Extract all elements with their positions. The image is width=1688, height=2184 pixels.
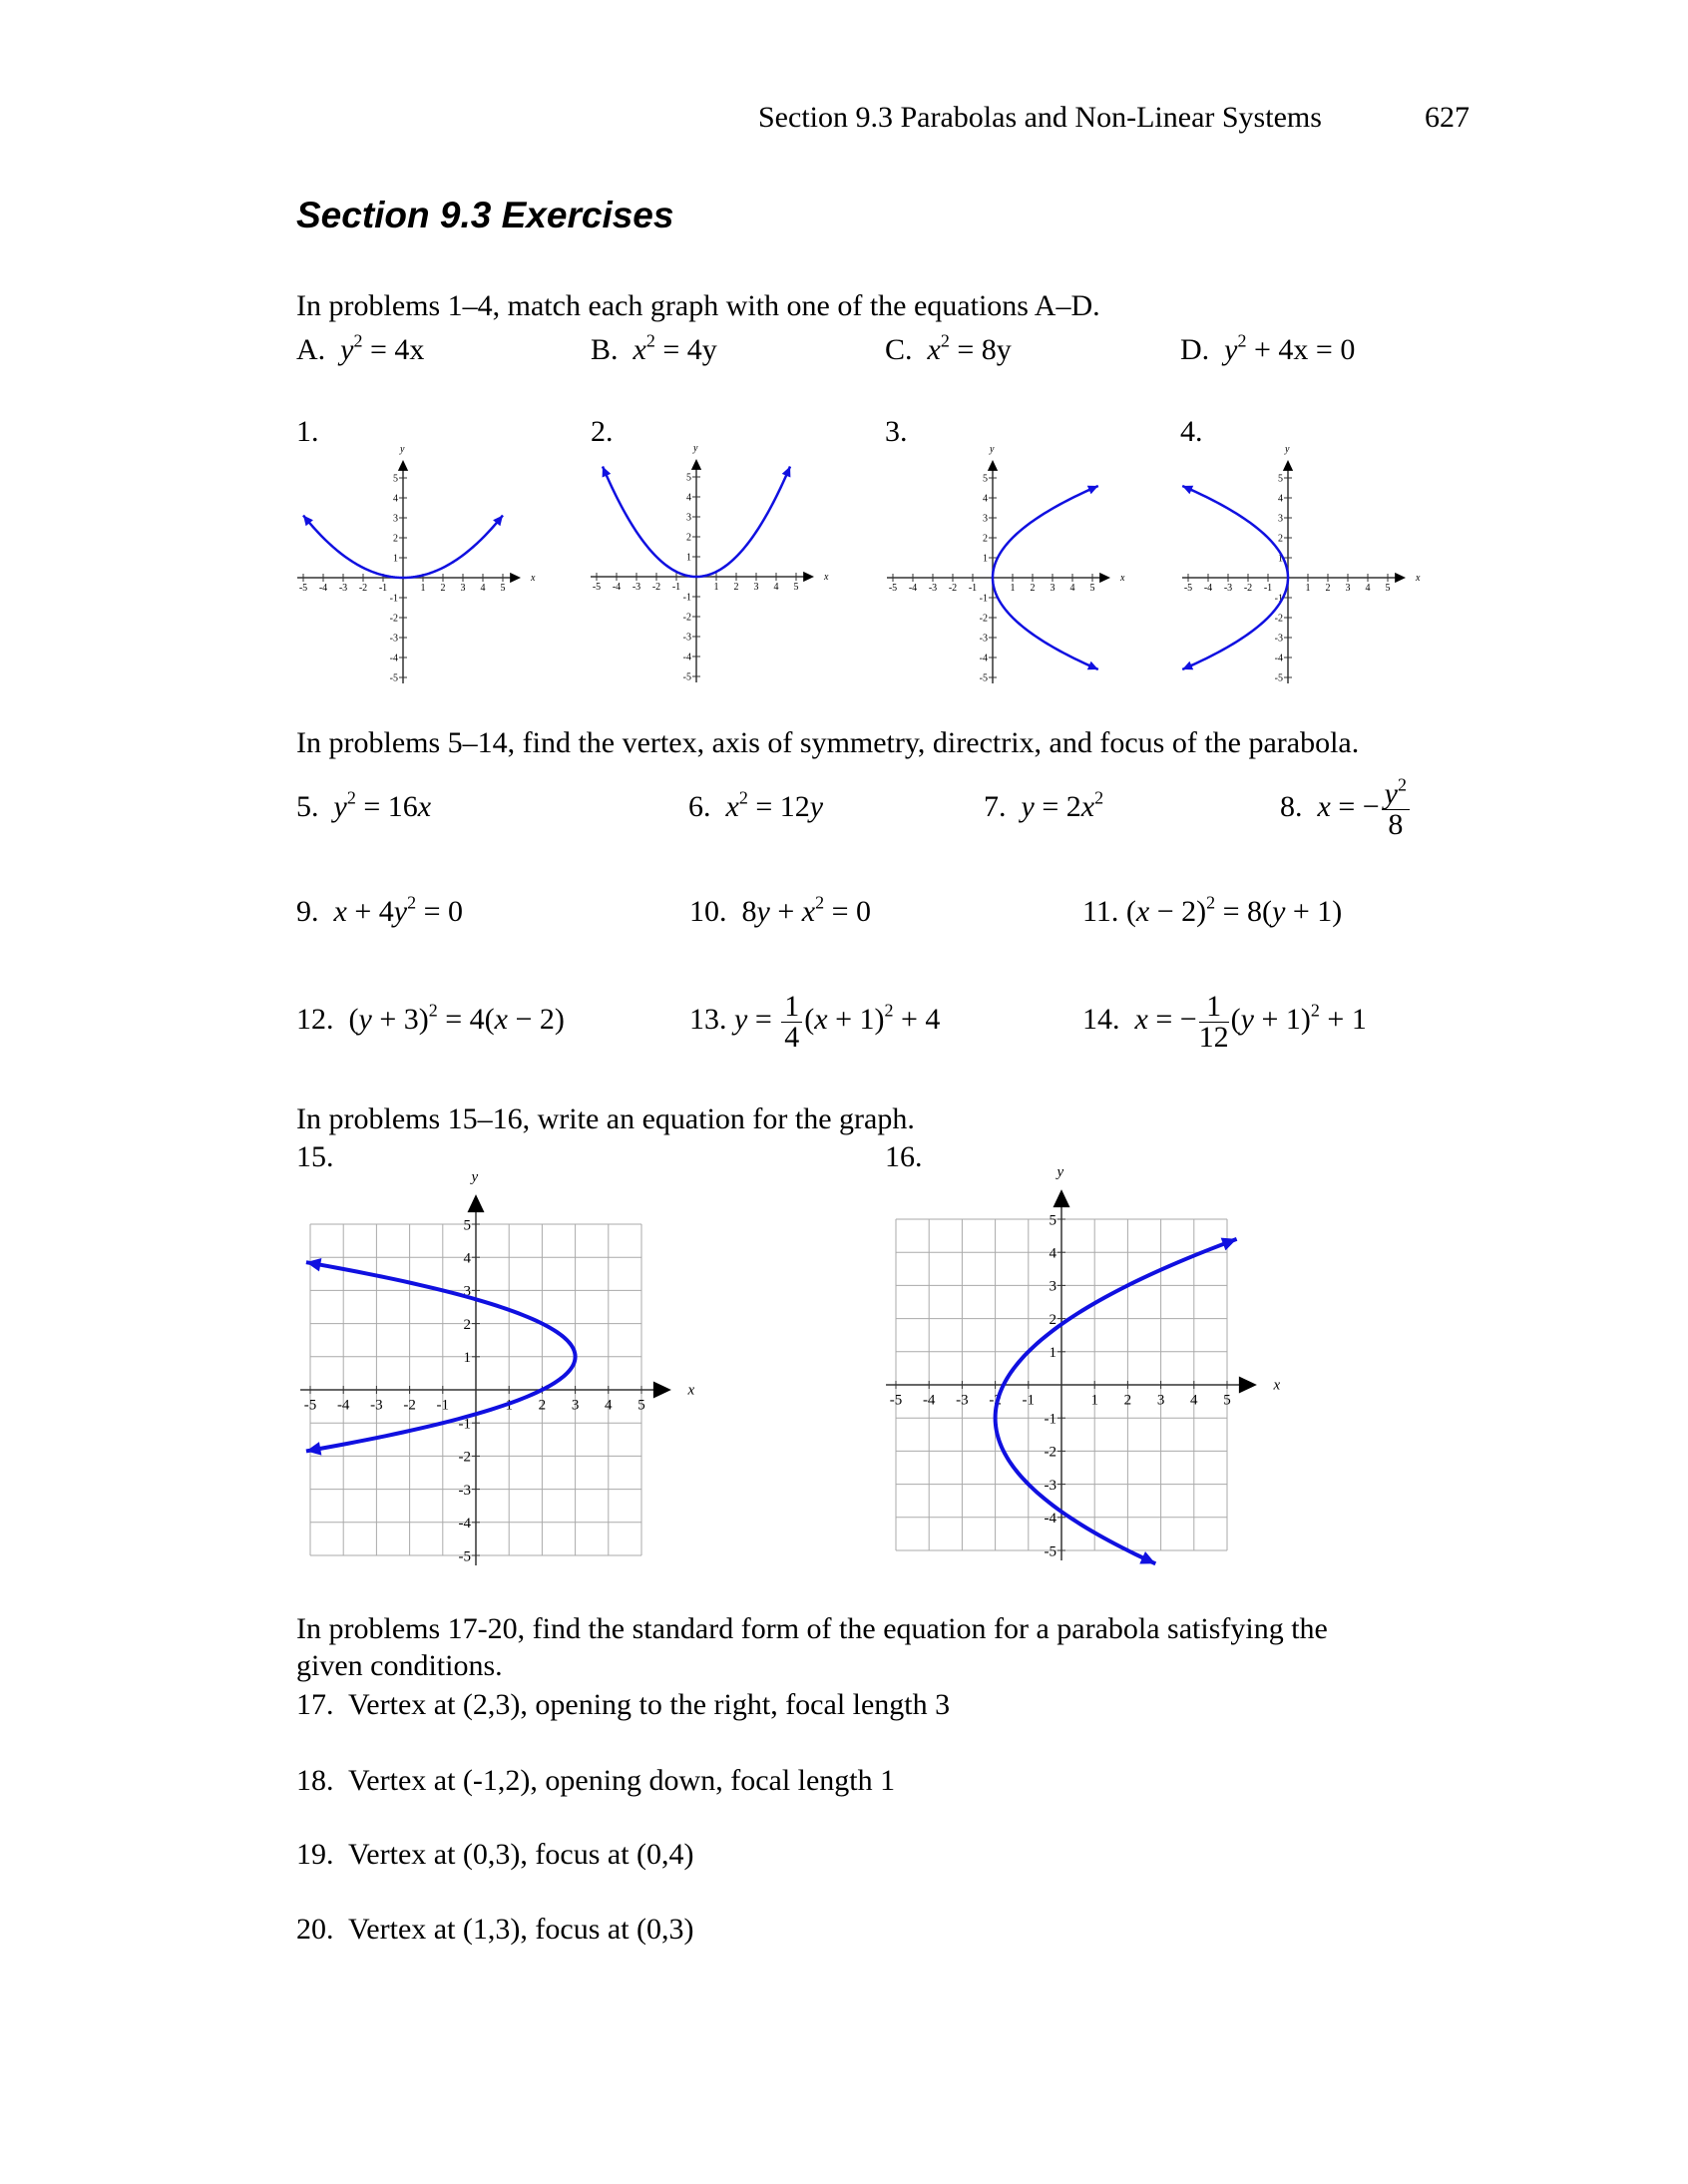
- x-tick-label: 4: [480, 583, 486, 594]
- running-header: Section 9.3 Parabolas and Non-Linear Systems: [758, 101, 1322, 134]
- y-tick-label: -4: [979, 653, 988, 664]
- page-number: 627: [1425, 101, 1470, 134]
- y-tick-label: -5: [1274, 672, 1283, 684]
- y-tick-label: -2: [389, 613, 398, 625]
- y-tick-label: -2: [682, 612, 691, 624]
- part3-intro: In problems 15–16, write an equation for the graph.: [296, 1102, 915, 1135]
- y-tick-label: 1: [983, 553, 988, 565]
- exponent: 2: [645, 330, 655, 351]
- x-tick-label: 1: [1090, 1392, 1098, 1409]
- x-tick-label: -5: [889, 1392, 903, 1409]
- problem-text: Vertex at (1,3), focus at (0,3): [347, 1913, 694, 1946]
- y-tick-label: -1: [979, 593, 988, 605]
- x-tick-label: 5: [793, 582, 799, 593]
- problem-number: 14.: [1082, 1003, 1120, 1036]
- y-tick-label: 1: [1049, 1345, 1056, 1362]
- x-tick-label: 4: [1190, 1392, 1198, 1409]
- problem-14: 14. x = − $\frac{1}{12}$ $(y + 1)^2 + 1$: [1082, 989, 1367, 1054]
- option-label: A.: [296, 333, 326, 366]
- y-tick-label: 3: [1278, 513, 1283, 525]
- y-tick-label: -3: [458, 1482, 471, 1499]
- x-axis-label: x: [824, 572, 829, 583]
- y-tick-label: -3: [682, 632, 691, 644]
- x-tick-label: -1: [378, 583, 388, 594]
- x-tick-label: 4: [773, 582, 779, 593]
- arrowhead: [398, 460, 408, 471]
- x-axis-label: x: [1416, 573, 1421, 584]
- y-tick-label: -3: [389, 633, 398, 645]
- x-tick-label: -2: [651, 582, 661, 593]
- y-tick-label: 3: [393, 513, 398, 525]
- graph-g15: [300, 1169, 694, 1565]
- problem-8: 8. x = − $\frac{y^2}{8}$: [1280, 773, 1412, 841]
- y-tick-label: -4: [1044, 1511, 1056, 1528]
- problem-text: Vertex at (0,3), focus at (0,4): [347, 1838, 694, 1871]
- x-tick-label: 4: [605, 1397, 613, 1414]
- x-tick-label: -5: [592, 582, 602, 593]
- graph-label-2: 2.: [591, 415, 614, 448]
- x-tick-label: 2: [1030, 583, 1036, 594]
- problem-number: 10.: [689, 895, 727, 928]
- x-axis-label: x: [1273, 1377, 1281, 1394]
- option-lhs: x: [633, 333, 646, 366]
- y-tick-label: 4: [463, 1250, 471, 1267]
- x-tick-label: -4: [612, 582, 622, 593]
- arrowhead: [1283, 460, 1293, 471]
- x-tick-label: -4: [922, 1392, 936, 1409]
- y-tick-label: 1: [686, 552, 691, 564]
- arrowhead: [1395, 573, 1406, 583]
- arrowhead: [1239, 1376, 1257, 1393]
- y-tick-label: 5: [983, 473, 988, 485]
- x-tick-label: 4: [1365, 583, 1371, 594]
- option-label: C.: [885, 333, 913, 366]
- option-rhs: + 4x = 0: [1254, 333, 1356, 366]
- x-tick-label: -2: [358, 583, 368, 594]
- x-tick-label: 3: [1156, 1392, 1165, 1409]
- y-tick-label: -2: [979, 613, 988, 625]
- problem-number: 8.: [1280, 790, 1303, 823]
- arrowhead: [988, 460, 998, 471]
- y-tick-label: -2: [1274, 613, 1283, 625]
- y-tick-label: -4: [389, 653, 398, 664]
- y-tick-label: -5: [979, 672, 988, 684]
- x-axis-label: x: [687, 1382, 695, 1399]
- x-tick-label: -1: [1022, 1392, 1036, 1409]
- x-tick-label: -1: [436, 1397, 450, 1414]
- y-tick-label: 2: [393, 533, 398, 545]
- graph-g4: [1182, 444, 1421, 684]
- arrowhead: [467, 1194, 484, 1212]
- x-tick-label: 1: [420, 583, 426, 594]
- y-axis-label: y: [693, 443, 698, 454]
- exponent: 2: [1237, 330, 1247, 351]
- option-lhs: x: [927, 333, 941, 366]
- y-tick-label: 3: [1049, 1278, 1056, 1295]
- x-tick-label: 3: [571, 1397, 580, 1414]
- exponent: 2: [353, 330, 363, 351]
- arrowhead: [803, 572, 814, 582]
- problem-number: 13.: [689, 1003, 727, 1036]
- problem-number: 5.: [296, 790, 319, 823]
- x-tick-label: -4: [908, 583, 918, 594]
- x-tick-label: 3: [460, 583, 466, 594]
- graph-label-4: 4.: [1180, 415, 1203, 448]
- y-tick-label: 2: [463, 1316, 471, 1333]
- problem-10: 10. $8y + x^2 = 0$: [689, 892, 871, 928]
- y-tick-label: 4: [983, 493, 988, 505]
- part4-intro-cont: given conditions.: [296, 1649, 503, 1682]
- y-tick-label: 5: [463, 1217, 471, 1234]
- x-tick-label: 1: [505, 1397, 513, 1414]
- y-axis-label: y: [471, 1168, 479, 1185]
- problem-9: 9. $x + 4y^2 = 0$: [296, 892, 463, 928]
- y-tick-label: 2: [1278, 533, 1283, 545]
- y-tick-label: -1: [1044, 1411, 1056, 1428]
- x-tick-label: 2: [538, 1397, 547, 1414]
- x-tick-label: 2: [733, 582, 739, 593]
- x-tick-label: -4: [336, 1397, 350, 1414]
- problem-number: 18.: [296, 1764, 334, 1797]
- arrowhead: [691, 459, 701, 470]
- y-tick-label: 4: [1278, 493, 1283, 505]
- y-tick-label: -3: [1044, 1477, 1056, 1494]
- y-tick-label: -2: [1044, 1444, 1056, 1461]
- graph-g16: [886, 1164, 1280, 1564]
- y-tick-label: -5: [458, 1548, 471, 1565]
- graph-label-1: 1.: [296, 415, 319, 448]
- graph-label-15: 15.: [296, 1140, 334, 1173]
- problem-number: 20.: [296, 1913, 334, 1946]
- x-tick-label: 1: [1305, 583, 1311, 594]
- x-tick-label: -2: [1243, 583, 1253, 594]
- y-tick-label: 1: [463, 1350, 471, 1367]
- exponent: 2: [940, 330, 950, 351]
- y-tick-label: -3: [1274, 633, 1283, 645]
- x-tick-label: -1: [671, 582, 681, 593]
- graph-label-16: 16.: [885, 1140, 923, 1173]
- y-tick-label: -2: [458, 1449, 471, 1466]
- arrowhead: [306, 1442, 321, 1455]
- y-tick-label: 2: [1049, 1311, 1056, 1328]
- option-lhs: y: [340, 333, 354, 366]
- option-lhs: y: [1224, 333, 1238, 366]
- y-tick-label: 5: [1278, 473, 1283, 485]
- problem-11: 11. $(x - 2)^2 = 8(y + 1)$: [1082, 892, 1343, 928]
- x-tick-label: -4: [1203, 583, 1213, 594]
- y-tick-label: 2: [983, 533, 988, 545]
- y-tick-label: 5: [1049, 1212, 1056, 1229]
- option-rhs: = 4x: [370, 333, 425, 366]
- x-tick-label: 4: [1069, 583, 1075, 594]
- x-tick-label: -3: [1223, 583, 1233, 594]
- y-tick-label: -1: [458, 1416, 471, 1433]
- x-tick-label: 1: [1010, 583, 1016, 594]
- y-tick-label: 1: [393, 553, 398, 565]
- x-tick-label: 3: [1345, 583, 1351, 594]
- x-axis-label: x: [1120, 573, 1125, 584]
- x-tick-label: -1: [968, 583, 978, 594]
- x-tick-label: -1: [1263, 583, 1273, 594]
- y-tick-label: -1: [1274, 593, 1283, 605]
- x-tick-label: 5: [1385, 583, 1391, 594]
- y-tick-label: 2: [686, 532, 691, 544]
- arrowhead: [1099, 573, 1110, 583]
- problem-number: 12.: [296, 1003, 334, 1036]
- problem-number: 11.: [1082, 895, 1119, 928]
- x-tick-label: -5: [888, 583, 898, 594]
- x-tick-label: 2: [1325, 583, 1331, 594]
- x-tick-label: 5: [500, 583, 506, 594]
- y-tick-label: 3: [983, 513, 988, 525]
- x-tick-label: 3: [753, 582, 759, 593]
- problem-text: Vertex at (2,3), opening to the right, focal length 3: [347, 1688, 951, 1721]
- y-tick-label: -4: [458, 1516, 471, 1532]
- part2-intro: In problems 5–14, find the vertex, axis of symmetry, directrix, and focus of the parabola.: [296, 726, 1360, 759]
- section-title: Section 9.3 Exercises: [296, 195, 674, 235]
- problem-13: 13. y = $\frac{1}{4}$ $(x + 1)^2 + 4$: [689, 989, 941, 1054]
- x-tick-label: -2: [948, 583, 958, 594]
- x-tick-label: 3: [1050, 583, 1055, 594]
- arrowhead: [306, 1258, 321, 1271]
- y-tick-label: 1: [1278, 553, 1283, 565]
- problem-number: 9.: [296, 895, 319, 928]
- x-tick-label: -3: [338, 583, 348, 594]
- part1-intro: In problems 1–4, match each graph with one of the equations A–D.: [296, 289, 1100, 322]
- y-tick-label: -4: [682, 652, 691, 663]
- y-tick-label: 3: [463, 1283, 471, 1300]
- x-tick-label: 5: [1223, 1392, 1231, 1409]
- arrowhead: [1053, 1189, 1069, 1207]
- x-tick-label: -2: [403, 1397, 416, 1414]
- arrowhead: [653, 1381, 671, 1398]
- x-tick-label: 2: [1123, 1392, 1132, 1409]
- y-tick-label: -5: [389, 672, 398, 684]
- option-label: D.: [1180, 333, 1210, 366]
- x-tick-label: -3: [632, 582, 641, 593]
- problem-5: 5. $y^2 = 16x$: [296, 787, 432, 823]
- y-tick-label: 3: [686, 512, 691, 524]
- x-tick-label: -2: [989, 1392, 1002, 1409]
- x-tick-label: 2: [440, 583, 446, 594]
- option-rhs: = 8y: [957, 333, 1012, 366]
- x-tick-label: -5: [1183, 583, 1193, 594]
- x-tick-label: -3: [956, 1392, 969, 1409]
- problem-number: 7.: [984, 790, 1007, 823]
- graph-label-3: 3.: [885, 415, 908, 448]
- y-tick-label: -5: [1044, 1543, 1056, 1560]
- y-axis-label: y: [400, 444, 405, 455]
- problem-6: 6. $x^2 = 12y$: [688, 787, 824, 823]
- y-tick-label: -1: [389, 593, 398, 605]
- x-axis-label: x: [531, 573, 536, 584]
- graph-g1: [297, 444, 536, 684]
- y-tick-label: 5: [686, 472, 691, 484]
- x-tick-label: 5: [1089, 583, 1095, 594]
- x-tick-label: -3: [370, 1397, 383, 1414]
- y-tick-label: -4: [1274, 653, 1283, 664]
- graph-g2: [591, 443, 829, 683]
- y-tick-label: -3: [979, 633, 988, 645]
- arrowhead: [510, 573, 521, 583]
- x-tick-label: 5: [637, 1397, 645, 1414]
- problem-12: 12. $(y + 3)^2 = 4(x - 2)$: [296, 1000, 565, 1036]
- x-tick-label: -3: [928, 583, 938, 594]
- problem-text: Vertex at (-1,2), opening down, focal length 1: [347, 1764, 896, 1797]
- problem-7: 7. $y = 2x^2$: [984, 787, 1104, 823]
- graph-g3: [887, 444, 1125, 684]
- y-tick-label: 4: [686, 492, 691, 504]
- x-tick-label: -4: [318, 583, 328, 594]
- problem-number: 17.: [296, 1688, 334, 1721]
- y-tick-label: 5: [393, 473, 398, 485]
- option-label: B.: [591, 333, 619, 366]
- y-tick-label: 4: [393, 493, 398, 505]
- part4-intro: In problems 17-20, find the standard form of the equation for a parabola satisfying the: [296, 1612, 1328, 1645]
- x-tick-label: 1: [713, 582, 719, 593]
- y-tick-label: -1: [682, 592, 691, 604]
- problem-number: 19.: [296, 1838, 334, 1871]
- y-axis-label: y: [990, 444, 995, 455]
- y-axis-label: y: [1285, 444, 1290, 455]
- y-tick-label: 4: [1049, 1245, 1056, 1262]
- y-axis-label: y: [1056, 1163, 1064, 1180]
- x-tick-label: -5: [298, 583, 308, 594]
- problem-number: 6.: [688, 790, 711, 823]
- x-tick-label: -5: [303, 1397, 317, 1414]
- option-rhs: = 4y: [662, 333, 717, 366]
- y-tick-label: -5: [682, 671, 691, 683]
